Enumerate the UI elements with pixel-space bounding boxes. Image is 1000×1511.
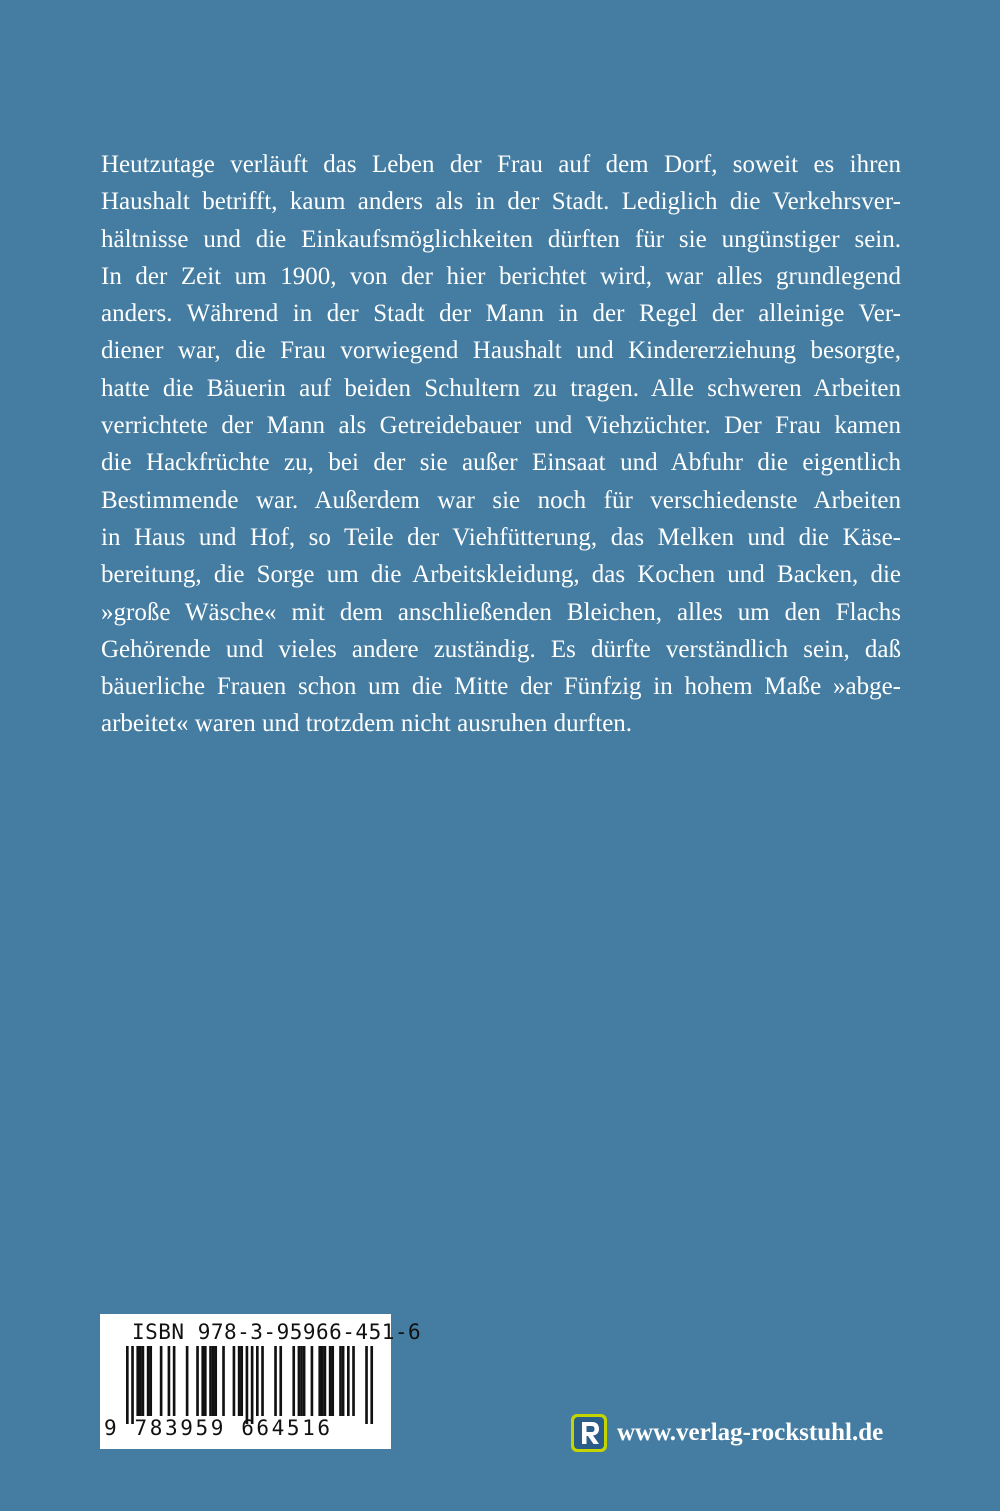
blurb-line: arbeitet« waren und trotzdem nicht ausruhen durften. [101,710,633,738]
barcode-bar [370,1346,373,1424]
barcode-bar [298,1346,301,1416]
blurb-line: Bestimmende war. Außerdem war sie noch für verschiedenste Arbeiten [101,486,901,514]
blurb-line: bäuerliche Frauen schon um die Mitte der Fünfzig in hohem Maße »abge- [101,673,901,701]
blurb-line: die Hackfrüchte zu, bei der sie außer Einsaat und Abfuhr die eigentlich [101,449,901,477]
ean-digits: 9 783959 664516 [104,1416,333,1440]
barcode-bar [279,1346,282,1416]
barcode-bar [365,1346,368,1424]
barcode-bar [212,1346,215,1416]
barcode-bar [347,1346,350,1416]
barcode-bar [160,1346,163,1416]
barcode-bar [311,1346,314,1416]
isbn-barcode [100,1314,422,1449]
blurb-line: Haushalt betrifft, kaum anders als in der Stadt. Lediglich die Verkehrsver- [101,188,901,216]
publisher-url[interactable]: www.verlag-rockstuhl.de [617,1419,884,1446]
barcode-bar [300,1346,303,1416]
barcode-bar [186,1346,189,1416]
blurb-text [101,146,901,743]
barcode-bar [274,1346,277,1416]
barcode-bar [142,1346,145,1416]
barcode-bar [136,1346,139,1416]
barcode-bar [342,1346,345,1416]
barcode-bar [246,1346,249,1424]
barcode-bar [240,1346,243,1416]
blurb-line: »große Wäsche« mit dem anschließenden Bleichen, alles um den Flachs [101,598,901,626]
barcode-bar [238,1346,241,1416]
barcode-bar [131,1346,134,1424]
isbn-label: ISBN 978-3-95966-451-6 [132,1320,422,1344]
barcode-bar [324,1346,327,1416]
barcode-bar [251,1346,254,1424]
blurb-line: In der Zeit um 1900, von der hier berichtet wird, war alles grundlegend [101,262,901,290]
barcode-bar [303,1346,306,1416]
verlag-rockstuhl-logo-icon [571,1414,607,1452]
barcode-bar [209,1346,212,1416]
barcode-bar [126,1346,129,1424]
barcode-bar [173,1346,176,1416]
barcode-bar [256,1346,259,1416]
blurb-line: hältnisse und die Einkaufsmöglichkeiten dürften für sie ungünstiger sein. [101,225,901,253]
barcode-bar [139,1346,142,1416]
barcode-bar [222,1346,225,1416]
barcode-bar [339,1346,342,1416]
barcode-bar [204,1346,207,1416]
barcode-bar [331,1346,334,1416]
blurb-line: diener war, die Frau vorwiegend Haushalt und Kindererziehung besorgte, [101,337,901,365]
barcode-bar [233,1346,236,1416]
barcode-bar [147,1346,150,1416]
blurb-line: Gehörende und vieles andere zuständig. Es dürfte verständlich sein, daß [101,635,901,663]
blurb-line: verrichtete der Mann als Getreidebauer und Viehzüchter. Der Frau kamen [101,412,901,440]
blurb-line: bereitung, die Sorge um die Arbeitskleidung, das Kochen und Backen, die [101,561,901,589]
blurb-line: hatte die Bäuerin auf beiden Schultern zu tragen. Alle schweren Arbeiten [101,374,901,402]
blurb-line: anders. Während in der Stadt der Mann in der Regel der alleinige Ver- [101,300,901,328]
barcode-bar [261,1346,264,1416]
barcode-bar [321,1346,324,1416]
barcode-bar [149,1346,152,1416]
barcode-bar [214,1346,217,1416]
blurb-line: in Haus und Hof, so Teile der Viehfütterung, das Melken und die Käse- [101,523,901,551]
barcode-bar [196,1346,199,1416]
barcode-bar [329,1346,332,1416]
barcode-bar [201,1346,204,1416]
publisher-footer [571,1413,883,1453]
barcode-bar [168,1346,171,1416]
barcode-bar [352,1346,355,1416]
barcode-bar [318,1346,321,1416]
blurb-line: Heutzutage verläuft das Leben der Frau auf dem Dorf, soweit es ihren [101,151,901,178]
barcode-bar [292,1346,295,1416]
